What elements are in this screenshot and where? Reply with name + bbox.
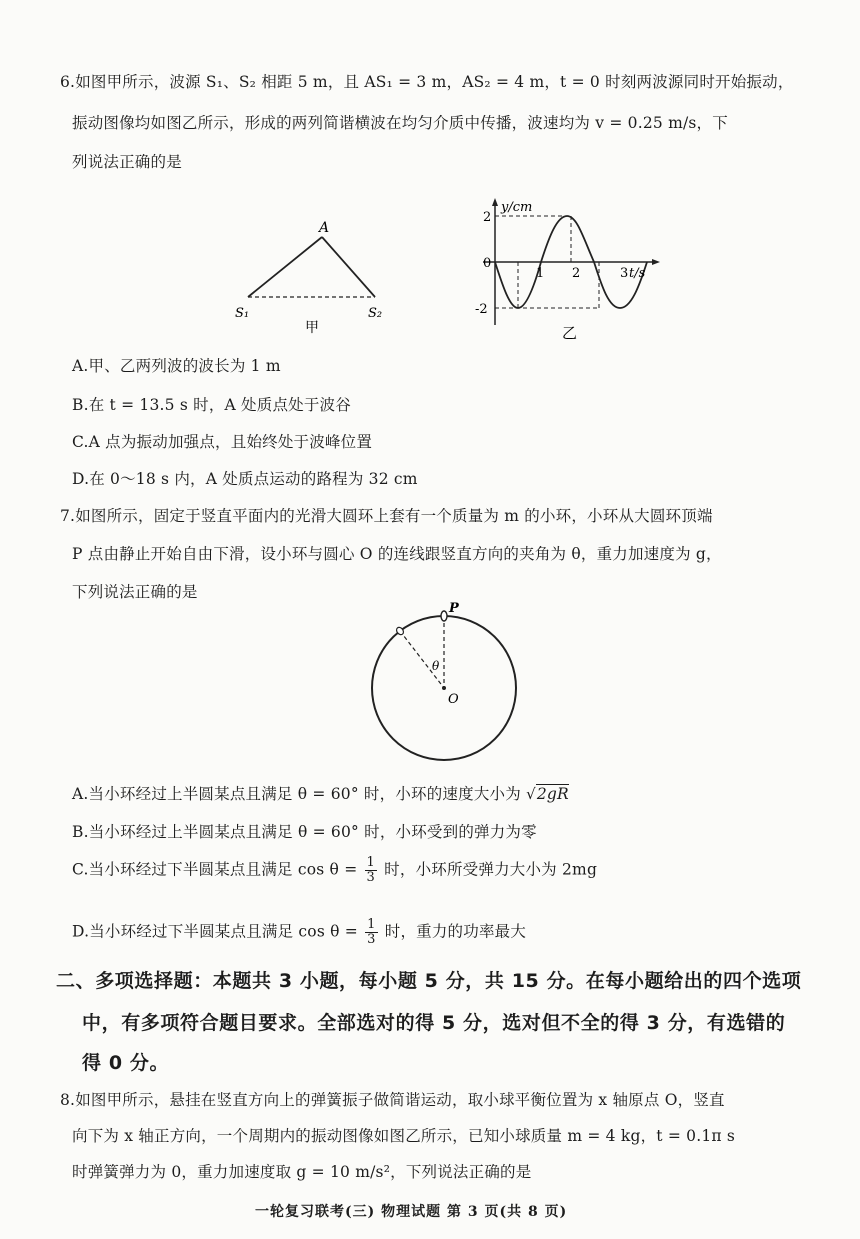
q7-option-d-pre: D.当小环经过下半圆某点且满足 cos θ = xyxy=(72,922,358,941)
q6-option-a: A.甲、乙两列波的波长为 1 m xyxy=(72,357,281,375)
q7-option-a: A.当小环经过上半圆某点且满足 θ = 60° 时，小环的速度大小为 √2gR xyxy=(72,785,569,803)
label-O: O xyxy=(448,692,459,707)
q8-stem-line-3: 时弹簧弹力为 0，重力加速度取 g = 10 m/s²，下列说法正确的是 xyxy=(72,1163,532,1181)
x-tick-1: 1 xyxy=(536,266,545,281)
q6-stem-line-2: 振动图像均如图乙所示，形成的两列简谐横波在均匀介质中传播，波速均为 v = 0.25 m/s，下 xyxy=(72,114,728,132)
q6-stem-line-1: 6.如图甲所示，波源 S₁、S₂ 相距 5 m，且 AS₁ = 3 m，AS₂ = 4 m，t = 0 时刻两波源同时开始振动， xyxy=(60,73,794,91)
page-footer: 一轮复习联考(三) 物理试题 第 3 页(共 8 页) xyxy=(255,1204,568,1220)
q7-stem-line-2: P 点由静止开始自由下滑，设小环与圆心 O 的连线跟竖直方向的夹角为 θ，重力加速度为 g， xyxy=(72,545,722,563)
q7-stem-line-3: 下列说法正确的是 xyxy=(72,583,198,601)
q7-option-b: B.当小环经过上半圆某点且满足 θ = 60° 时，小环受到的弹力为零 xyxy=(72,823,537,841)
fraction-one-third: $\frac{1}{3}$ xyxy=(366,855,376,885)
q7-circle-figure xyxy=(360,595,540,775)
q6-option-d: D.在 0～18 s 内，A 处质点运动的路程为 32 cm xyxy=(72,470,418,488)
q7-option-c xyxy=(72,856,597,885)
caption-jia: 甲 xyxy=(305,320,319,336)
q6-stem-line-3: 列说法正确的是 xyxy=(72,153,182,171)
q6-option-b: B.在 t = 13.5 s 时，A 处质点处于波谷 xyxy=(72,396,351,414)
label-theta: θ xyxy=(432,659,440,673)
q7-option-a-text: A.当小环经过上半圆某点且满足 θ = 60° 时，小环的速度大小为 xyxy=(72,785,521,803)
q6-option-c: C.A 点为振动加强点，且始终处于波峰位置 xyxy=(72,433,373,451)
q8-stem-line-2: 向下为 x 轴正方向，一个周期内的振动图像如图乙所示，已知小球质量 m = 4 kg，t = 0.1π s xyxy=(72,1127,736,1145)
x-tick-2: 2 xyxy=(572,266,581,281)
label-S2: S₂ xyxy=(368,306,383,321)
label-P: P xyxy=(449,601,459,616)
q8-stem-line-1: 8.如图甲所示，悬挂在竖直方向上的弹簧振子做简谐运动，取小球平衡位置为 x 轴原点 O，竖直 xyxy=(60,1091,725,1109)
q6-figure-yi xyxy=(465,195,665,345)
q7-option-d xyxy=(72,918,526,947)
q7-option-a-sqrt: 2gR xyxy=(536,785,569,803)
q7-option-c-post: 时，小环所受弹力大小为 2mg xyxy=(384,860,598,879)
section2-heading-line-1: 二、多项选择题：本题共 3 小题，每小题 5 分，共 15 分。在每小题给出的四个选项 xyxy=(56,970,802,992)
label-S1: S₁ xyxy=(235,306,250,321)
y-tick-minus2: -2 xyxy=(475,302,488,317)
q7-option-d-post: 时，重力的功率最大 xyxy=(384,922,527,941)
x-tick-3: 3 xyxy=(620,266,629,281)
fraction-one-third: $\frac{1}{3}$ xyxy=(367,917,376,947)
origin-label: 0 xyxy=(483,256,492,271)
caption-yi: 乙 xyxy=(562,324,578,342)
y-axis-label: y/cm xyxy=(501,200,533,215)
y-tick-2: 2 xyxy=(483,210,492,225)
q7-stem-line-1: 7.如图所示，固定于竖直平面内的光滑大圆环上套有一个质量为 m 的小环，小环从大圆环顶端 xyxy=(60,507,713,525)
section2-heading-line-2: 中，有多项符合题目要求。全部选对的得 5 分，选对但不全的得 3 分，有选错的 xyxy=(82,1012,786,1034)
section2-heading-line-3: 得 0 分。 xyxy=(82,1052,170,1074)
label-A: A xyxy=(319,220,330,236)
q7-option-c-pre: C.当小环经过下半圆某点且满足 cos θ = xyxy=(72,860,358,879)
x-axis-label: t/s xyxy=(629,266,646,281)
q6-figure-jia xyxy=(225,210,395,340)
